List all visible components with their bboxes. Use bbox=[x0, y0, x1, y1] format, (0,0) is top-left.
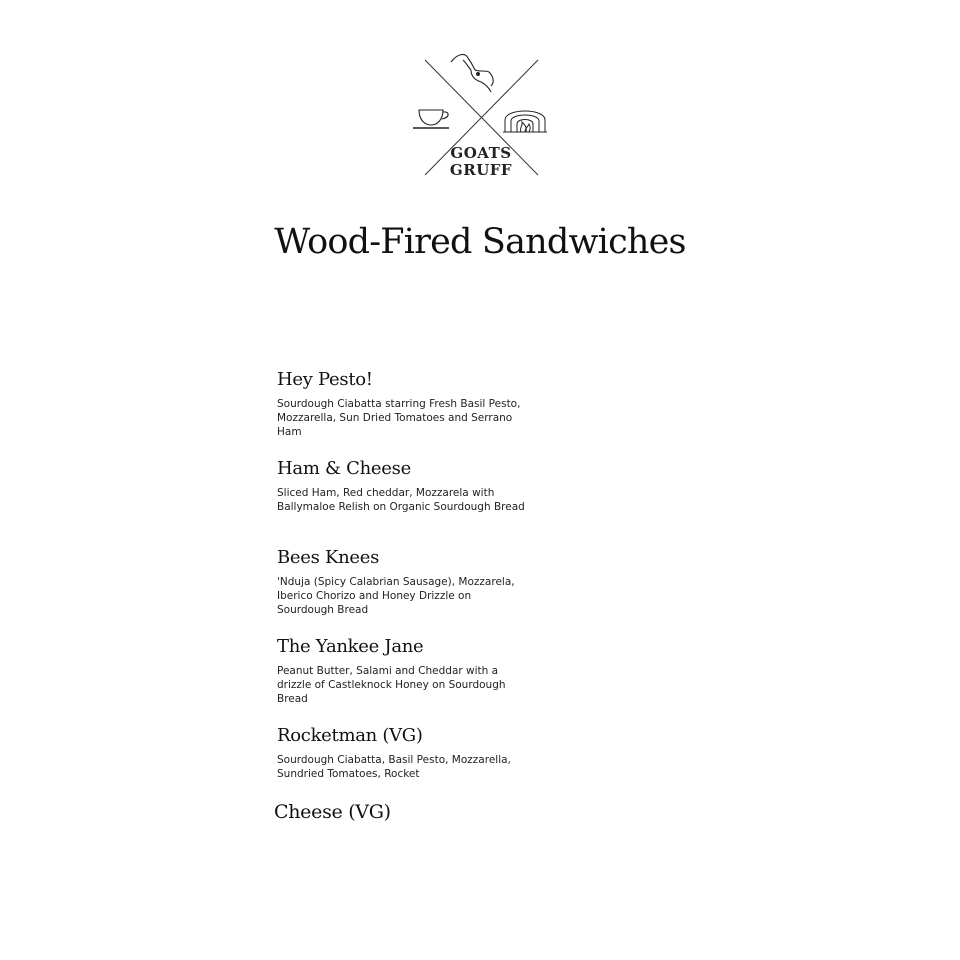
coffee-cup-icon bbox=[413, 110, 449, 128]
logo-text-goats: GOATS bbox=[450, 144, 512, 162]
menu-item-description: Sliced Ham, Red cheddar, Mozzarela with Ballymaloe Relish on Organic Sourdough Bread bbox=[277, 487, 525, 513]
menu-item bbox=[277, 546, 527, 617]
menu-item-description: 'Nduja (Spicy Calabrian Sausage), Mozzarela, Iberico Chorizo and Honey Drizzle on Sourdough Bread bbox=[277, 576, 515, 616]
logo-text-gruff: GRUFF bbox=[449, 161, 513, 179]
menu-item bbox=[277, 457, 527, 514]
menu-item-name: Bees Knees bbox=[277, 547, 380, 568]
goat-head-icon bbox=[451, 55, 493, 92]
menu-item-name: Ham & Cheese bbox=[277, 458, 411, 479]
menu-item-name: Rocketman (VG) bbox=[277, 725, 423, 746]
menu-item-name: Hey Pesto! bbox=[277, 369, 373, 390]
menu-item-name: The Yankee Jane bbox=[277, 636, 424, 657]
menu-item bbox=[277, 368, 527, 439]
brand-logo bbox=[405, 48, 555, 183]
menu-item bbox=[277, 635, 527, 706]
menu-item-name-cheese: Cheese (VG) bbox=[274, 801, 391, 823]
menu-item-description: Sourdough Ciabatta starring Fresh Basil Pesto, Mozzarella, Sun Dried Tomatoes and Serrano Ham bbox=[277, 398, 521, 438]
page-title: Wood-Fired Sandwiches bbox=[274, 222, 686, 262]
wood-fired-oven-icon bbox=[503, 111, 547, 132]
menu-item-description: Peanut Butter, Salami and Cheddar with a drizzle of Castleknock Honey on Sourdough Bread bbox=[277, 665, 506, 705]
menu-item bbox=[277, 724, 527, 781]
menu-item-description: Sourdough Ciabatta, Basil Pesto, Mozzarella, Sundried Tomatoes, Rocket bbox=[277, 754, 511, 780]
